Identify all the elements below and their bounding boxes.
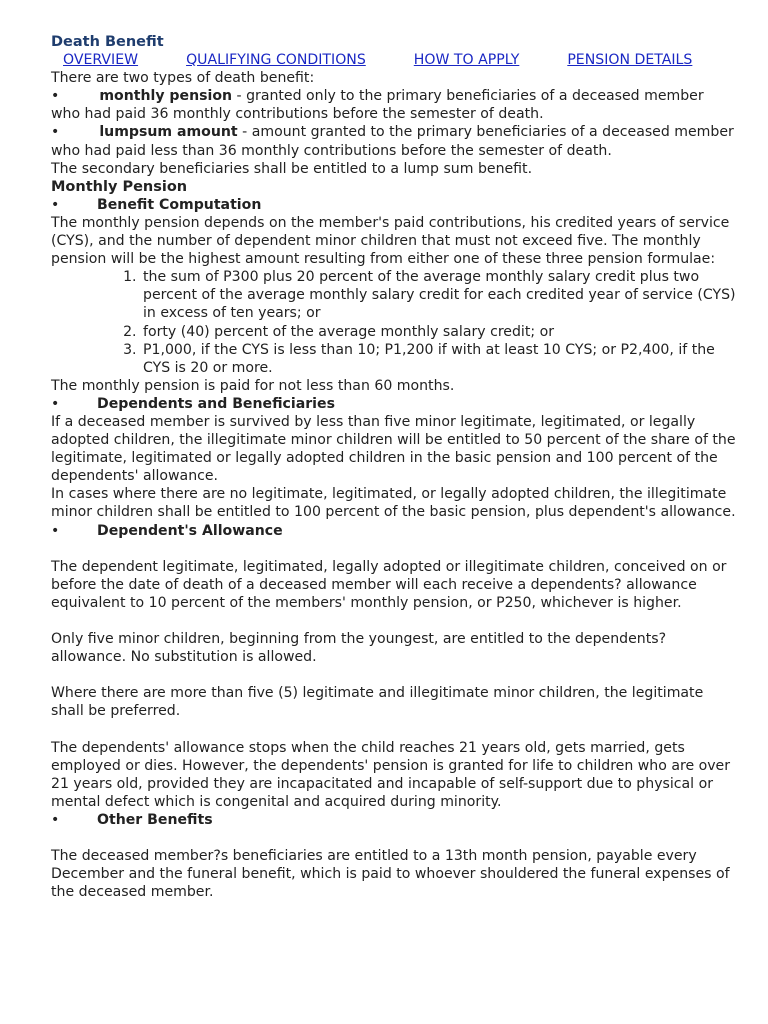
- list-item: 2. forty (40) percent of the average monthly salary credit; or: [141, 323, 737, 341]
- dependents-paragraph-1: If a deceased member is survived by less than five minor legitimate, legitimated, or legally adopted children, the illegitimate minor children will be entitled to 50 percent of the share of the legitimate, legitimated or legally adopted children in the basic pension and 100 percent of the dependents' allowance.: [51, 413, 736, 485]
- list-item: 3. P1,000, if the CYS is less than 10; P1,200 if with at least 10 CYS; or P2,400, if the CYS is 20 or more.: [141, 341, 737, 377]
- section-heading: Dependent's Allowance: [97, 522, 283, 539]
- dependents-paragraph-2: In cases where there are no legitimate, legitimated, or legally adopted children, the illegitimate minor children shall be entitled to 100 percent of the basic pension, plus dependent's allowance.: [51, 486, 736, 521]
- type-monthly-pension: [51, 87, 737, 123]
- section-heading: Dependents and Beneficiaries: [97, 395, 335, 412]
- type-desc: - amount granted to the primary beneficiaries of a deceased member who had paid less than 36 monthly contributions before the semester of death.: [51, 124, 734, 159]
- section-heading: Benefit Computation: [97, 196, 262, 213]
- page-title: Death Benefit: [51, 34, 164, 50]
- type-term: lumpsum amount: [99, 124, 238, 141]
- dependents-heading: [51, 395, 737, 413]
- bullet: •: [51, 522, 60, 539]
- bullet: •: [51, 196, 60, 213]
- monthly-pension-heading: Monthly Pension: [51, 178, 188, 195]
- allowance-paragraph-2: Only five minor children, beginning from the youngest, are entitled to the dependents? allowance. No substitution is allowed.: [51, 631, 667, 666]
- document-body: [51, 33, 737, 902]
- nav-link-qualifying-conditions[interactable]: QUALIFYING CONDITIONS: [186, 52, 366, 69]
- allowance-paragraph-1: The dependent legitimate, legitimated, legally adopted or illegitimate children, conceived on or before the date of death of a deceased member will each receive a dependents? allowance equivalent to 10 percent of the members' monthly pension, or P250, whichever is higher.: [51, 558, 727, 611]
- computation-heading: [51, 196, 737, 214]
- pension-formulae-list: [51, 268, 737, 377]
- computation-paragraph: The monthly pension depends on the member's paid contributions, his credited years of service (CYS), and the number of dependent minor children that must not exceed five. The monthly pension will be the highest amount resulting from either one of these three pension formulae:: [51, 214, 730, 268]
- section-nav: [63, 51, 737, 69]
- other-benefits-paragraph: The deceased member?s beneficiaries are entitled to a 13th month pension, payable every December and the funeral benefit, which is paid to whoever shouldered the funeral expenses of the deceased member.: [51, 848, 730, 901]
- section-heading: Other Benefits: [97, 812, 213, 829]
- computation-footnote: The monthly pension is paid for not less than 60 months.: [51, 377, 455, 394]
- bullet: •: [51, 395, 60, 412]
- allowance-paragraph-4: The dependents' allowance stops when the child reaches 21 years old, gets married, gets employed or dies. However, the dependents' pension is granted for life to children who are over 21 years old, provided they are incapacitated and incapable of self-support due to physical or mental defect which is congenital and acquired during minority.: [51, 739, 731, 810]
- bullet: •: [51, 88, 60, 105]
- list-item: 1. the sum of P300 plus 20 percent of the average monthly salary credit plus two percent of the average monthly salary credit for each credited year of service (CYS) in excess of ten years; or: [141, 268, 737, 322]
- bullet: •: [51, 124, 60, 141]
- bullet: •: [51, 812, 60, 829]
- allowance-heading: [51, 522, 737, 540]
- other-benefits-heading: [51, 811, 737, 829]
- nav-link-overview[interactable]: OVERVIEW: [63, 52, 139, 69]
- nav-link-how-to-apply[interactable]: HOW TO APPLY: [413, 52, 520, 69]
- intro-text: There are two types of death benefit:: [51, 70, 315, 87]
- nav-link-pension-details[interactable]: PENSION DETAILS: [567, 52, 693, 69]
- allowance-paragraph-3: Where there are more than five (5) legitimate and illegitimate minor children, the legitimate shall be preferred.: [51, 685, 704, 720]
- type-term: monthly pension: [99, 88, 233, 105]
- type-desc: - granted only to the primary beneficiaries of a deceased member who had paid 36 monthly contributions before the semester of death.: [51, 88, 704, 123]
- secondary-beneficiaries-text: The secondary beneficiaries shall be entitled to a lump sum benefit.: [51, 160, 533, 177]
- type-lumpsum: [51, 123, 737, 159]
